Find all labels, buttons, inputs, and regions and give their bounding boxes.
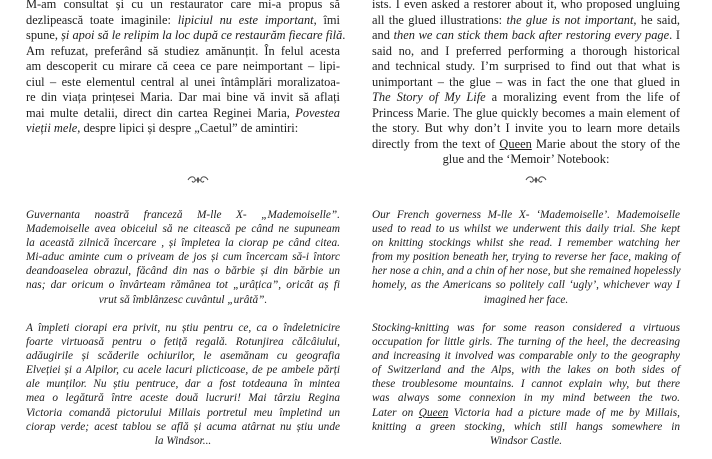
text-line: glue and the ‘Memoir’ Notebook: (442, 152, 610, 167)
text-segment: directly from the text of (372, 136, 500, 151)
text-line (372, 137, 680, 153)
quote-line: imagined her face. (483, 293, 569, 306)
text-line: unimportant – the glue – was in fact the one that glued in (372, 74, 680, 89)
quote-line (372, 406, 680, 420)
text-line (372, 13, 680, 29)
quote-line: vrut să îmblânzesc cuvântul „urâtă”. (98, 293, 268, 306)
text-line: and technical study. I’m surprised to find out that what is (372, 59, 680, 74)
quote-line: knitting a green stocking, which still hangs somewhere in (372, 420, 680, 433)
text-line (372, 90, 680, 106)
quote-line: of Switzerland and the Alps, with the lakes on both sides of (372, 364, 680, 377)
quote-line: mea o legătură între aceste două lucruri! Mai târziu Regina (26, 392, 340, 405)
flourish-ornament-icon (186, 175, 210, 185)
quote-line: and increasing it involved was comparable only to the geography (372, 350, 680, 363)
flourish-ornament-icon (524, 175, 548, 185)
text-segment: , he said, (633, 12, 680, 27)
text-line: re din viața prințesei Maria. Dar mai bine vă invit să aflați (26, 90, 340, 105)
quote-line: Our French governess M-lle X- ‘Mademoiselle’. Mademoiselle (372, 209, 680, 221)
quote-line: ciorap verde; acest tablou se află și acuma atârnat nu știu unde (26, 420, 340, 433)
right-intro-paragraph (372, 0, 680, 168)
text-segment: , despre lipici și despre „Caetul” de amintiri: (77, 121, 299, 136)
quote-line: Mi-aduc aminte cum o priveam de jos și cum încercam să-i întorc (26, 251, 340, 264)
text-segment: . (342, 28, 346, 43)
quote-line: used to read to us whilst we underwent this daily trial. She kept (372, 223, 680, 236)
text-segment: dezlipească toate imaginile: (26, 12, 178, 27)
text-line: the story. But why don’t I invite you to learn more details (372, 121, 680, 136)
quote-line: la Windsor... (154, 434, 212, 447)
text-line (26, 106, 340, 122)
text-segment: spune, (26, 28, 62, 43)
text-segment-italic: then we can stick them back after restoring every page (393, 28, 670, 43)
quote-line: Mademoiselle avea obiceiul să ne citească pe când ne supuneam (26, 223, 340, 236)
text-segment-italic: Povestea (295, 105, 340, 120)
text-line: Princess Marie. The glue quickly becomes a main element of (372, 105, 680, 120)
text-segment-italic: lipiciul nu este important (177, 12, 314, 27)
text-segment-italic: vieții mele (26, 121, 78, 136)
quote-line: la această zilnică încercare , și împletea la ciorap pe când citea. (26, 237, 340, 250)
quote-line: occupation for little girls. The turning of the heel, the decreasing (372, 336, 680, 349)
text-segment: . I (669, 28, 680, 43)
text-line: Am refuzat, preferând să studiez amănunțit. În felul acesta (26, 43, 340, 58)
text-line: ciul – este elementul central al unei întâmplări moralizatoa- (26, 74, 340, 89)
text-segment-underlined: Queen (499, 136, 532, 151)
left-quote-governess (26, 208, 340, 307)
text-segment: mai multe detalii, direct din cartea Reginei Maria, (26, 105, 296, 120)
text-line (26, 121, 340, 137)
left-intro-paragraph (26, 0, 346, 137)
quote-line: on knitting stockings whilst she read. I remember watching her (372, 237, 680, 250)
text-segment: Victoria had a picture made of me by Millais, (448, 406, 681, 419)
quote-line: Victoria comandă pictorului Millais portretul meu împletind un (26, 406, 340, 419)
quote-line: foarte virtuoasă pentru o fetiță regală. Rotunjirea călcâiului, (26, 336, 340, 349)
right-quote-governess (372, 208, 680, 307)
text-segment: Marie about the story of the (531, 136, 680, 151)
quote-line: was always some connexion in my mind between the two. (372, 392, 680, 405)
quote-line: these troublesome mountains. I cannot explain why, but there (372, 378, 680, 391)
text-line (26, 13, 340, 29)
quote-line: Windsor Castle. (489, 434, 563, 447)
text-segment: all the glued illustrations: (372, 12, 507, 27)
text-segment: and (372, 28, 394, 43)
text-line: ists. I even asked a restorer about it, who proposed ungluing (372, 0, 680, 11)
right-quote-knitting (372, 321, 680, 448)
quote-line: nas; dar oricum o învârteam rămânea tot „urâțica”, oricât aș fi (26, 279, 340, 292)
text-segment: Later on (372, 406, 419, 419)
text-segment-underlined: Queen (418, 406, 449, 419)
quote-line: her nose a chin, and a chin of her nose, but she remained hopelessly (372, 265, 681, 278)
text-segment: , îmi (313, 12, 341, 27)
quote-line: adăugirile și scăderile ochiurilor, le asemănam cu geografia (26, 350, 340, 363)
text-segment: a moralizing event from the life of (485, 90, 680, 105)
quote-line: ale munților. Nu știu pentruce, dar a fost totdeauna în mintea (26, 378, 340, 391)
text-segment-italic: the glue is not important (506, 12, 634, 27)
quote-line: homely, as the Americans so politely call ‘ugly’, whichever way I (372, 279, 680, 292)
quote-line: A împleti ciorapi era privit, nu știu pentru ce, ca o îndeletnicire (26, 322, 340, 334)
quote-line: deandoaselea obrazul, făcând din nas o bărbie și din bărbie un (26, 265, 340, 278)
quote-line: Stocking-knitting was for some reason considered a virtuous (372, 322, 680, 334)
text-line: am descoperit cu mirare că ceea ce pare neimportant – lipi- (26, 59, 340, 74)
text-segment-italic: și apoi să le relipim la loc după ce restaurăm fiecare filă (61, 28, 343, 43)
text-segment-italic: The Story of My Life (372, 90, 486, 105)
quote-line: from my position beneath her, trying to reverse her face, making of (372, 251, 680, 264)
quote-line: Elveției și a Alpilor, cu acele lacuri plicticoase, de pe ambele părți (26, 364, 340, 377)
text-line (372, 28, 680, 44)
text-line (26, 28, 346, 44)
text-line: said no, and I preferred performing a thorough historical (372, 43, 680, 58)
left-quote-knitting (26, 321, 340, 448)
text-line: M-am consultat și cu un restaurator care mi-a propus să (26, 0, 340, 11)
quote-line: Guvernanta noastră franceză M-lle X- „Mademoiselle”. (26, 209, 340, 221)
